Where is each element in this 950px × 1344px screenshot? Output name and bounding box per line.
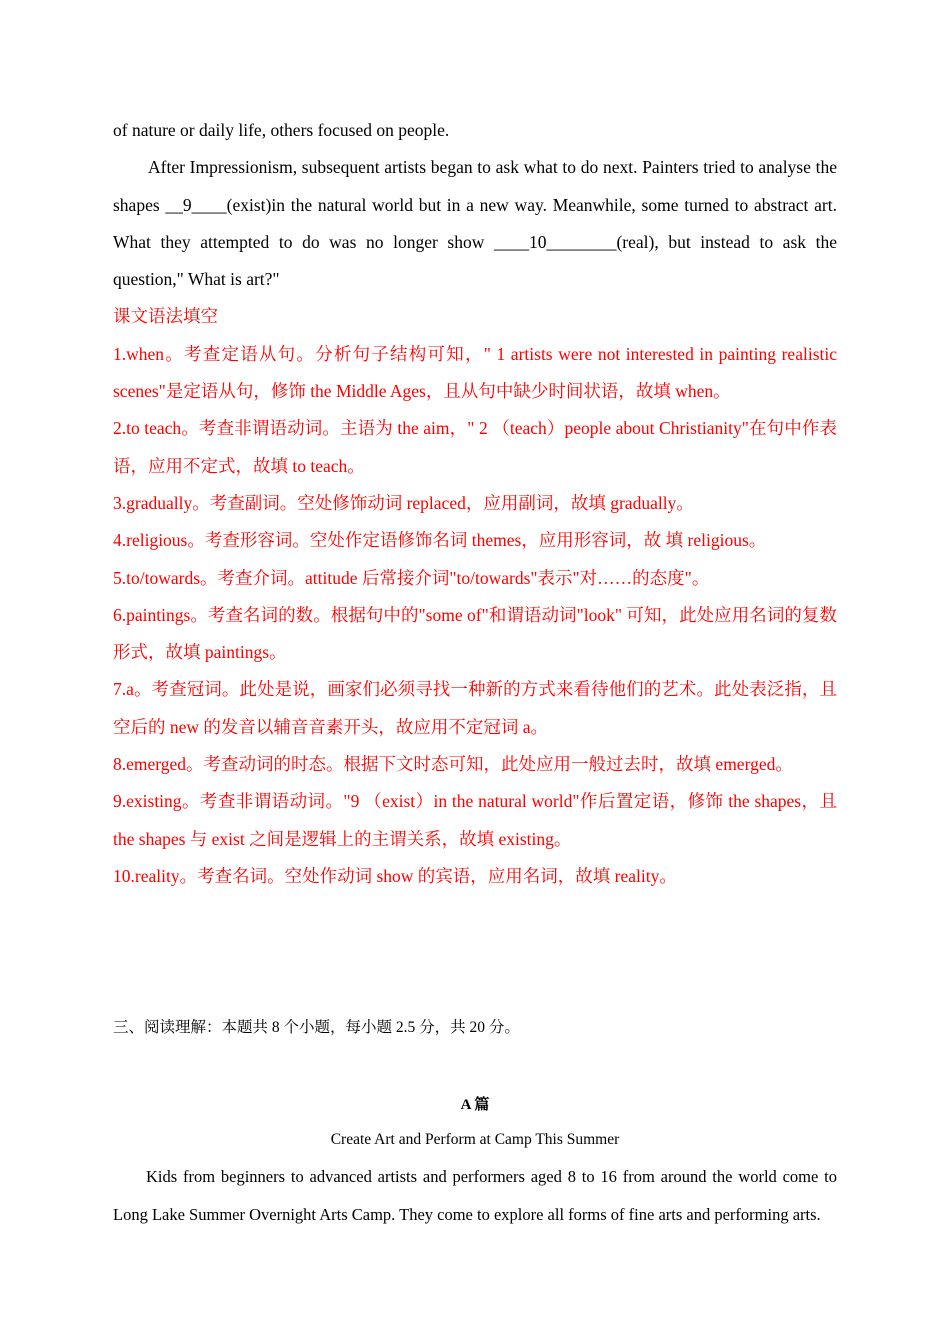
section-title: 三、阅读理解：本题共 8 个小题，每小题 2.5 分，共 20 分。 [113,1019,520,1036]
passage-a-label: A 篇 [460,1097,490,1113]
passage-a-title: Create Art and Perform at Camp This Summer [330,1131,620,1148]
answer-item-2: 2.to teach。考查非谓语动词。主语为 the aim，" 2 （teach）people about Christianity"在句中作表语，应用不定式，故填 to teach。 [113,418,837,476]
answers-heading: 课文语法填空 [113,306,218,327]
answer-item-6: 6.paintings。考查名词的数。根据句中的"some of"和谓语动词"look" 可知，此处应用名词的复数形式，故填 paintings。 [113,604,837,663]
answer-item-3: 3.gradually。考查副词。空处修饰动词 replaced，应用副词，故填 gradually。 [113,492,694,513]
answer-item-9: 9.existing。考查非谓语动词。"9 （exist）in the natural world"作后置定语，修饰 the shapes，且 the shapes 与 exist 之间是逻辑上的主谓关系，故填 existing。 [113,791,837,849]
answer-item-4: 4.religious。考查形容词。空处作定语修饰名词 themes，应用形容词，故 填 religious。 [113,530,767,551]
passage-continuation: of nature or daily life, others focused on people. [113,120,450,140]
answer-item-8: 8.emerged。考查动词的时态。根据下文时态可知，此处应用一般过去时，故填 emerged。 [113,754,793,775]
main-content [113,112,837,895]
answer-item-7: 7.a。考查冠词。此处是说，画家们必须寻找一种新的方式来看待他们的艺术。此处表泛指，且空后的 new 的发音以辅音音素开头，故应用不定冠词 a。 [113,679,837,737]
answer-item-10: 10.reality。考查名词。空处作动词 show 的宾语，应用名词，故填 reality。 [113,865,677,886]
passage-paragraph: After Impressionism, subsequent artists began to ask what to do next. Painters tried to analyse the shapes __9____(exist)in the natural world but in a new way. Meanwhile, some turned to abstract art. What they attempted to do was no longer show ____10________(real), but instead to ask the question," What is art?" [113,157,837,290]
passage-a-body: Kids from beginners to advanced artists and performers aged 8 to 16 from around the world come to Long Lake Summer Overnight Arts Camp. They come to explore all forms of fine arts and performing arts. [113,1167,837,1224]
passage-a [113,1089,837,1233]
answer-item-1: 1.when。考查定语从句。分析句子结构可知，" 1 artists were not interested in painting realistic scenes"是定语从句，修饰 the Middle Ages，且从句中缺少时间状语，故填 when。 [113,343,837,402]
answer-item-5: 5.to/towards。考查介词。attitude 后常接介词"to/towards"表示"对……的态度"。 [113,567,710,588]
